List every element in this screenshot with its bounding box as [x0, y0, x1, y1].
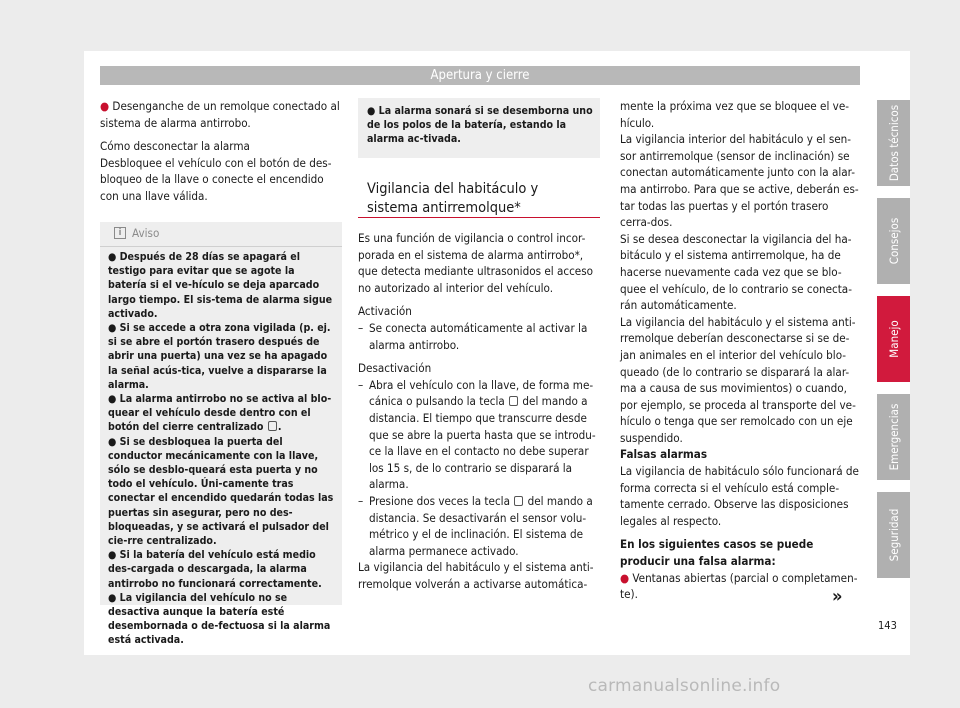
- deactivation-heading: Desactivación: [358, 361, 432, 376]
- paragraph: La vigilancia interior del habitáculo y el sen-sor antirremolque (sensor de inclinación) se conectan automáticamente junto con la alar-ma antirrobo. Para que se active, deberán es-tar todas las puertas y el portón trasero cerra-dos.: [620, 132, 859, 230]
- paragraph: La vigilancia de habitáculo sólo funcionará de forma correcta si el vehículo está comple-tamente cerrado. Observe las disposiciones legales al respecto.: [620, 464, 859, 528]
- lock-button-icon: [268, 421, 277, 431]
- unlock-button-icon: [509, 396, 518, 406]
- lock-button-icon: [514, 496, 523, 506]
- watermark: carmanualsonline.info: [588, 676, 781, 696]
- cases-bullet: ● Ventanas abiertas (parcial o completamen-te).: [620, 570, 858, 602]
- tab-consejos[interactable]: Consejos: [877, 198, 910, 284]
- warning-title: Aviso: [132, 226, 160, 240]
- column-right: [620, 98, 860, 603]
- intro-bullet: ● Desenganche de un remolque conectado al sistema de alarma antirrobo.: [100, 99, 340, 130]
- tab-datos-tecnicos[interactable]: Datos técnicos: [877, 100, 910, 186]
- tab-emergencias[interactable]: Emergencias: [877, 394, 910, 480]
- warning-item: ● La vigilancia del vehículo no se desactiva aunque la batería esté desembornada o de-fectuosa si la alarma está activada.: [108, 591, 331, 647]
- disconnect-heading: Cómo desconectar la alarma: [100, 139, 250, 154]
- continue-arrow-icon: »: [832, 586, 843, 607]
- tab-manejo[interactable]: Manejo: [877, 296, 910, 382]
- note-text: La alarma sonará si se desemborna uno de los polos de la batería, estando la alarma ac-tivada.: [367, 105, 593, 146]
- section-intro: Es una función de vigilancia o control incor-porada en el sistema de alarma antirrobo*, que detecta mediante ultrasonidos el acceso no autorizado al interior del vehículo.: [358, 231, 594, 295]
- warning-item: ● Si la batería del vehículo está medio des-cargada o descargada, la alarma antirrobo no funcionará correctamente.: [108, 549, 322, 590]
- section-title: Vigilancia del habitáculo y sistema antirremolque*: [367, 181, 539, 216]
- tab-seguridad[interactable]: Seguridad: [877, 492, 910, 578]
- warning-item: ● La alarma antirrobo no se activa al blo-quear el vehículo desde dentro con el botón del cierre centralizado .: [108, 393, 332, 434]
- paragraph: Si se desea desconectar la vigilancia del ha-bitáculo y el sistema antirremolque, ha de hacerse nuevamente cada vez que se blo-quee el vehículo, de lo contrario se conecta-rán automáticamente.: [620, 231, 852, 313]
- column-middle: [358, 230, 600, 592]
- warning-item: ● Si se desbloquea la puerta del conductor mecánicamente con la llave, sólo se desblo-queará esta puerta y no todo el vehículo. Úni-camente tras conectar el encendido quedarán todas las puertas sin asegurar, pero no des-bloqueadas, y se activará el pulsador del cie-rre centralizado.: [108, 435, 334, 548]
- cases-heading: En los siguientes casos se puede producir una falsa alarma:: [620, 537, 814, 569]
- section-divider: [358, 217, 600, 218]
- disconnect-paragraph: Desbloquee el vehículo con el botón de des-bloqueo de la llave o conecte el encendido con una llave válida.: [100, 155, 332, 203]
- page-header: Apertura y cierre: [100, 66, 860, 85]
- bullet-icon: ●: [100, 99, 110, 113]
- paragraph: mente la próxima vez que se bloquee el ve-hículo.: [620, 99, 850, 130]
- closing-paragraph: La vigilancia del habitáculo y el sistema anti-rremolque volverán a activarse automática-: [358, 560, 594, 591]
- warning-body: [108, 250, 336, 648]
- info-icon: i: [114, 227, 126, 239]
- page-number: 143: [878, 619, 897, 632]
- paragraph: La vigilancia del habitáculo y el sistema anti-rremolque deberían desconectarse si se de-jan animales en el interior del vehículo blo-queado (de lo contrario se disparará la alar-ma a causa de sus movimientos) o cuando, por ejemplo, se proceda al transporte del ve-hículo o tenga que ser remolcado con un eje suspendido.: [620, 314, 856, 445]
- activation-item: – Se conecta automáticamente al activar la alarma antirrobo.: [358, 320, 588, 352]
- column-left: [100, 98, 342, 205]
- false-alarms-heading: Falsas alarmas: [620, 447, 708, 462]
- bullet-icon: ●: [620, 570, 630, 585]
- warning-item: ● Después de 28 días se apagará el testigo para evitar que se agote la batería si el ve-hículo se deja aparcado largo tiempo. El sis-tema de alarma sigue activado.: [108, 251, 333, 320]
- note-body: ● La alarma sonará si se desemborna uno de los polos de la batería, estando la alarma ac-tivada.: [367, 105, 593, 146]
- activation-heading: Activación: [358, 304, 412, 319]
- deactivation-item: – Abra el vehículo con la llave, de forma me-cánica o pulsando la tecla del mando a distancia. El tiempo que transcurre desde que se abre la puerta hasta que se introdu-ce la llave en el contacto no debe superar los 15 s, de lo contrario se disparará la alarma.: [358, 377, 596, 492]
- warning-item: ● Si se accede a otra zona vigilada (p. ej. si se abre el portón trasero después de abrir una puerta) una vez se ha apagado la señal acús-tica, vuelve a dispararse la alarma.: [108, 322, 331, 391]
- deactivation-item: – Presione dos veces la tecla del mando a distancia. Se desactivarán el sensor volu-métrico y el de inclinación. El sistema de alarma permanece activado.: [358, 493, 593, 558]
- warning-header: [100, 222, 342, 247]
